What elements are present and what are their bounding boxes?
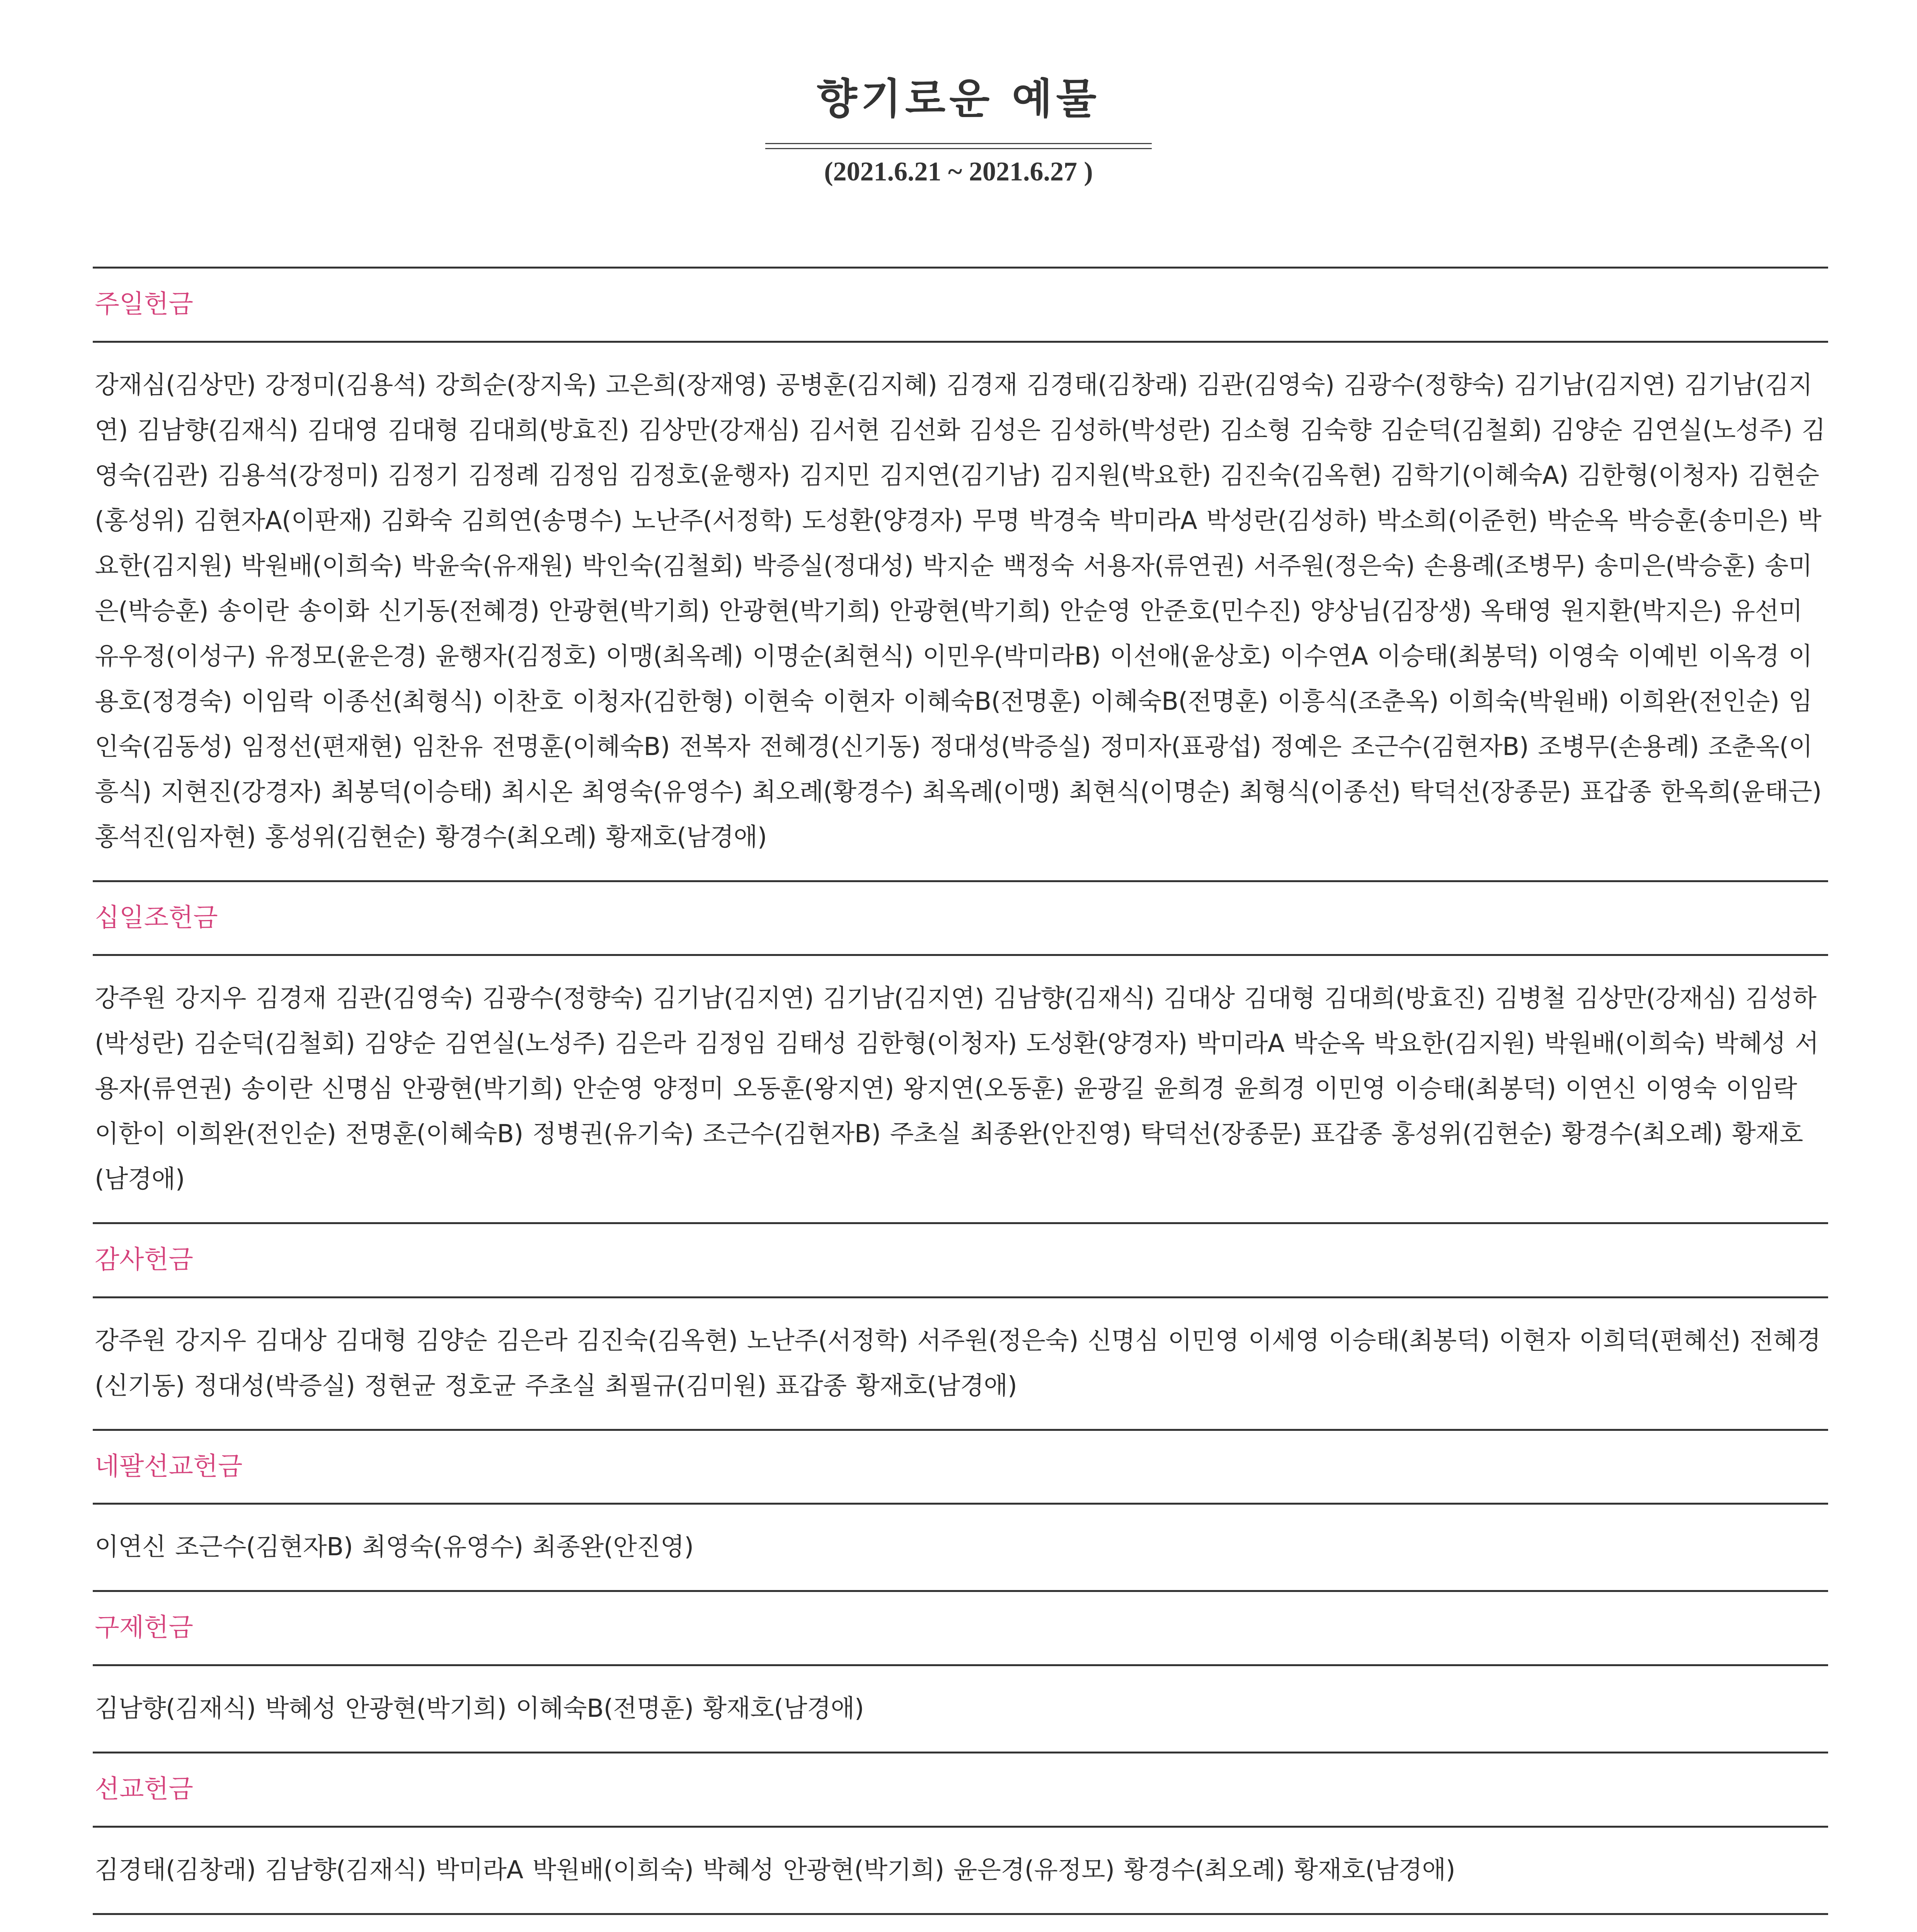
section-title [93, 1915, 1828, 1932]
section-sunday-offering [93, 267, 1828, 880]
date-range: (2021.6.21 ~ 2021.6.27 ) [824, 157, 1093, 187]
section-names: 강주원 강지우 김경재 김관(김영숙) 김광수(정향숙) 김기남(김지연) 김기남(김지연) 김남향(김재식) 김대상 김대형 김대희(방효진) 김병철 김상만(강재심) 김성하(박성란) 김순덕(김철회) 김양순 김연실(노성주) 김은라 김정임 김태성 김한형(이청자) 도성환(양경자) 박미라A 박순옥 박요한(김지원) 박원배(이희숙) 박혜성 서용자(류연권) 송이란 신명심 안광현(박기희) 안순영 양정미 오동훈(왕지연) 왕지연(오동훈) 윤광길 윤희경 윤희경 이민영 이승태(최봉덕) 이연신 이영숙 이임락 이한이 이희완(전인순) 전명훈(이혜숙B) 정병권(유기숙) 조근수(김현자B) 주초실 최종완(안진영) 탁덕선(장종문) 표갑종 홍성위(김현순) 황경수(최오례) 황재호(남경애) [95, 984, 1819, 1194]
section-title: 네팔선교헌금 [95, 1451, 243, 1481]
section-names: 강주원 강지우 김대상 김대형 김양순 김은라 김진숙(김옥현) 노난주(서정학) 서주원(정은숙) 신명심 이민영 이세영 이승태(최봉덕) 이현자 이희덕(편혜선) 전혜경(신기동) 정대성(박증실) 정현균 정호균 주초실 최필규(김미원) 표갑종 황재호(남경애) [95, 1326, 1821, 1400]
section-title: 십일조헌금 [95, 902, 218, 932]
section-names: 김경태(김창래) 김남향(김재식) 박미라A 박원배(이희숙) 박혜성 안광현(박기희) 윤은경(유정모) 황경수(최오례) 황재호(남경애) [95, 1855, 1456, 1884]
offering-list [93, 267, 1828, 1932]
section-title: 주일헌금 [95, 289, 194, 319]
section-title: 구제헌금 [95, 1612, 194, 1643]
section-founding-thanks-offering [93, 1913, 1828, 1932]
section-thanks-offering [93, 1222, 1828, 1429]
section-names: 이연신 조근수(김현자B) 최영숙(유영수) 최종완(안진영) [95, 1533, 694, 1562]
section-title: 선교헌금 [95, 1774, 194, 1804]
section-mission-offering [93, 1752, 1828, 1913]
page-title: 향기로운 예물 [817, 75, 1100, 123]
title-underline [765, 143, 1152, 149]
section-relief-offering [93, 1590, 1828, 1752]
section-tithe-offering [93, 880, 1828, 1223]
title-block [0, 75, 1917, 131]
section-nepal-mission-offering [93, 1429, 1828, 1590]
section-title: 감사헌금 [95, 1245, 194, 1275]
section-names: 강재심(김상만) 강정미(김용석) 강희순(장지욱) 고은희(장재영) 공병훈(김지혜) 김경재 김경태(김창래) 김관(김영숙) 김광수(정향숙) 김기남(김지연) 김기남(김지연) 김남향(김재식) 김대영 김대형 김대희(방효진) 김상만(강재심) 김서현 김선화 김성은 김성하(박성란) 김소형 김숙향 김순덕(김철회) 김양순 김연실(노성주) 김영숙(김관) 김용석(강정미) 김정기 김정례 김정임 김정호(윤행자) 김지민 김지연(김기남) 김지원(박요한) 김진숙(김옥현) 김학기(이혜숙A) 김한형(이청자) 김현순(홍성위) 김현자A(이판재) 김화숙 김희연(송명수) 노난주(서정학) 도성환(양경자) 무명 박경숙 박미라A 박성란(김성하) 박소희(이준헌) 박순옥 박승훈(송미은) 박요한(김지원) 박원배(이희숙) 박윤숙(유재원) 박인숙(김철회) 박증실(정대성) 박지순 백정숙 서용자(류연권) 서주원(정은숙) 손용례(조병무) 송미은(박승훈) 송미은(박승훈) 송이란 송이화 신기동(전혜경) 안광현(박기희) 안광현(박기희) 안광현(박기희) 안순영 안준호(민수진) 양상님(김장생) 옥태영 원지환(박지은) 유선미 유우정(이성구) 유정모(윤은경) 윤행자(김정호) 이맹(최옥례) 이명순(최현식) 이민우(박미라B) 이선애(윤상호) 이수연A 이승태(최봉덕) 이영숙 이예빈 이옥경 이용호(정경숙) 이임락 이종선(최형식) 이찬호 이청자(김한형) 이현숙 이현자 이혜숙B(전명훈) 이혜숙B(전명훈) 이흥식(조춘옥) 이희숙(박원배) 이희완(전인순) 임인숙(김동성) 임정선(편재현) 임찬유 전명훈(이혜숙B) 전복자 전혜경(신기동) 정대성(박증실) 정미자(표광섭) 정예은 조근수(김현자B) 조병무(손용례) 조춘옥(이흥식) 지현진(강경자) 최봉덕(이승태) 최시온 최영숙(유영수) 최오례(황경수) 최옥례(이맹) 최현식(이명순) 최형식(이종선) 탁덕선(장종문) 표갑종 한옥희(윤태근) 홍석진(임자현) 홍성위(김현순) 황경수(최오례) 황재호(남경애) [95, 371, 1825, 852]
section-names: 김남향(김재식) 박혜성 안광현(박기희) 이혜숙B(전명훈) 황재호(남경애) [95, 1694, 864, 1723]
